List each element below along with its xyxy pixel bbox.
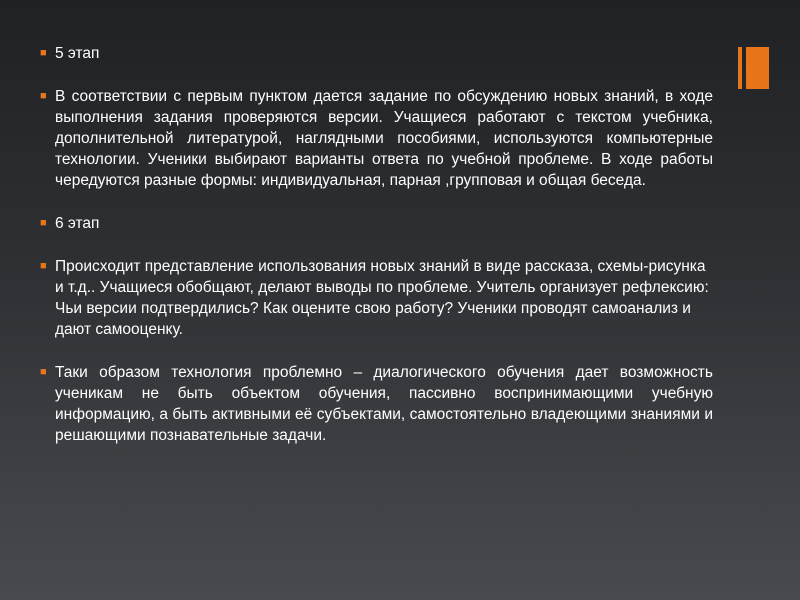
bullet-text: Происходит представление использования новых знаний в виде рассказа, схемы-рисунка и т.д.. Учащиеся обобщают, делают выводы по проблеме. Учитель организует рефлексию: Чьи версии подтвердились? Как оцените свою работу? Ученики проводят самоанализ и дают самооценку. xyxy=(55,258,709,338)
square-bullet-icon: ■ xyxy=(40,260,47,272)
square-bullet-icon: ■ xyxy=(40,217,47,229)
bullet-text: В соответствии с первым пунктом дается задание по обсуждению новых знаний, в ходе выполнения задания проверяются версии. Учащиеся работают с текстом учебника, дополнительной литературой, наглядными пособиями, используются компьютерные технологии. Ученики выбирают варианты ответа по учебной проблеме. В ходе работы чередуются разные формы: индивидуальная, парная ,групповая и общая беседа. xyxy=(55,88,713,189)
square-bullet-icon: ■ xyxy=(40,47,47,59)
bullet-text: 6 этап xyxy=(55,215,100,232)
bullet-text: Таки образом технология проблемно – диалогического обучения дает возможность ученикам не быть объектом обучения, пассивно воспринимающими учебную информацию, а быть активными её субъектами, самостоятельно владеющими знаниями и решающими познавательные задачи. xyxy=(55,364,713,444)
accent-bars-decoration xyxy=(738,47,769,89)
bullet-stage-6-description xyxy=(40,256,713,340)
bullet-conclusion xyxy=(40,362,713,446)
bullet-stage-5-heading xyxy=(40,43,713,64)
accent-bar-thick xyxy=(746,47,769,89)
bullet-stage-6-heading xyxy=(40,213,713,234)
accent-bar-thin xyxy=(738,47,742,89)
slide-content xyxy=(40,43,713,468)
square-bullet-icon: ■ xyxy=(40,90,47,102)
bullet-text: 5 этап xyxy=(55,45,100,62)
square-bullet-icon: ■ xyxy=(40,366,47,378)
bullet-stage-5-description xyxy=(40,86,713,191)
